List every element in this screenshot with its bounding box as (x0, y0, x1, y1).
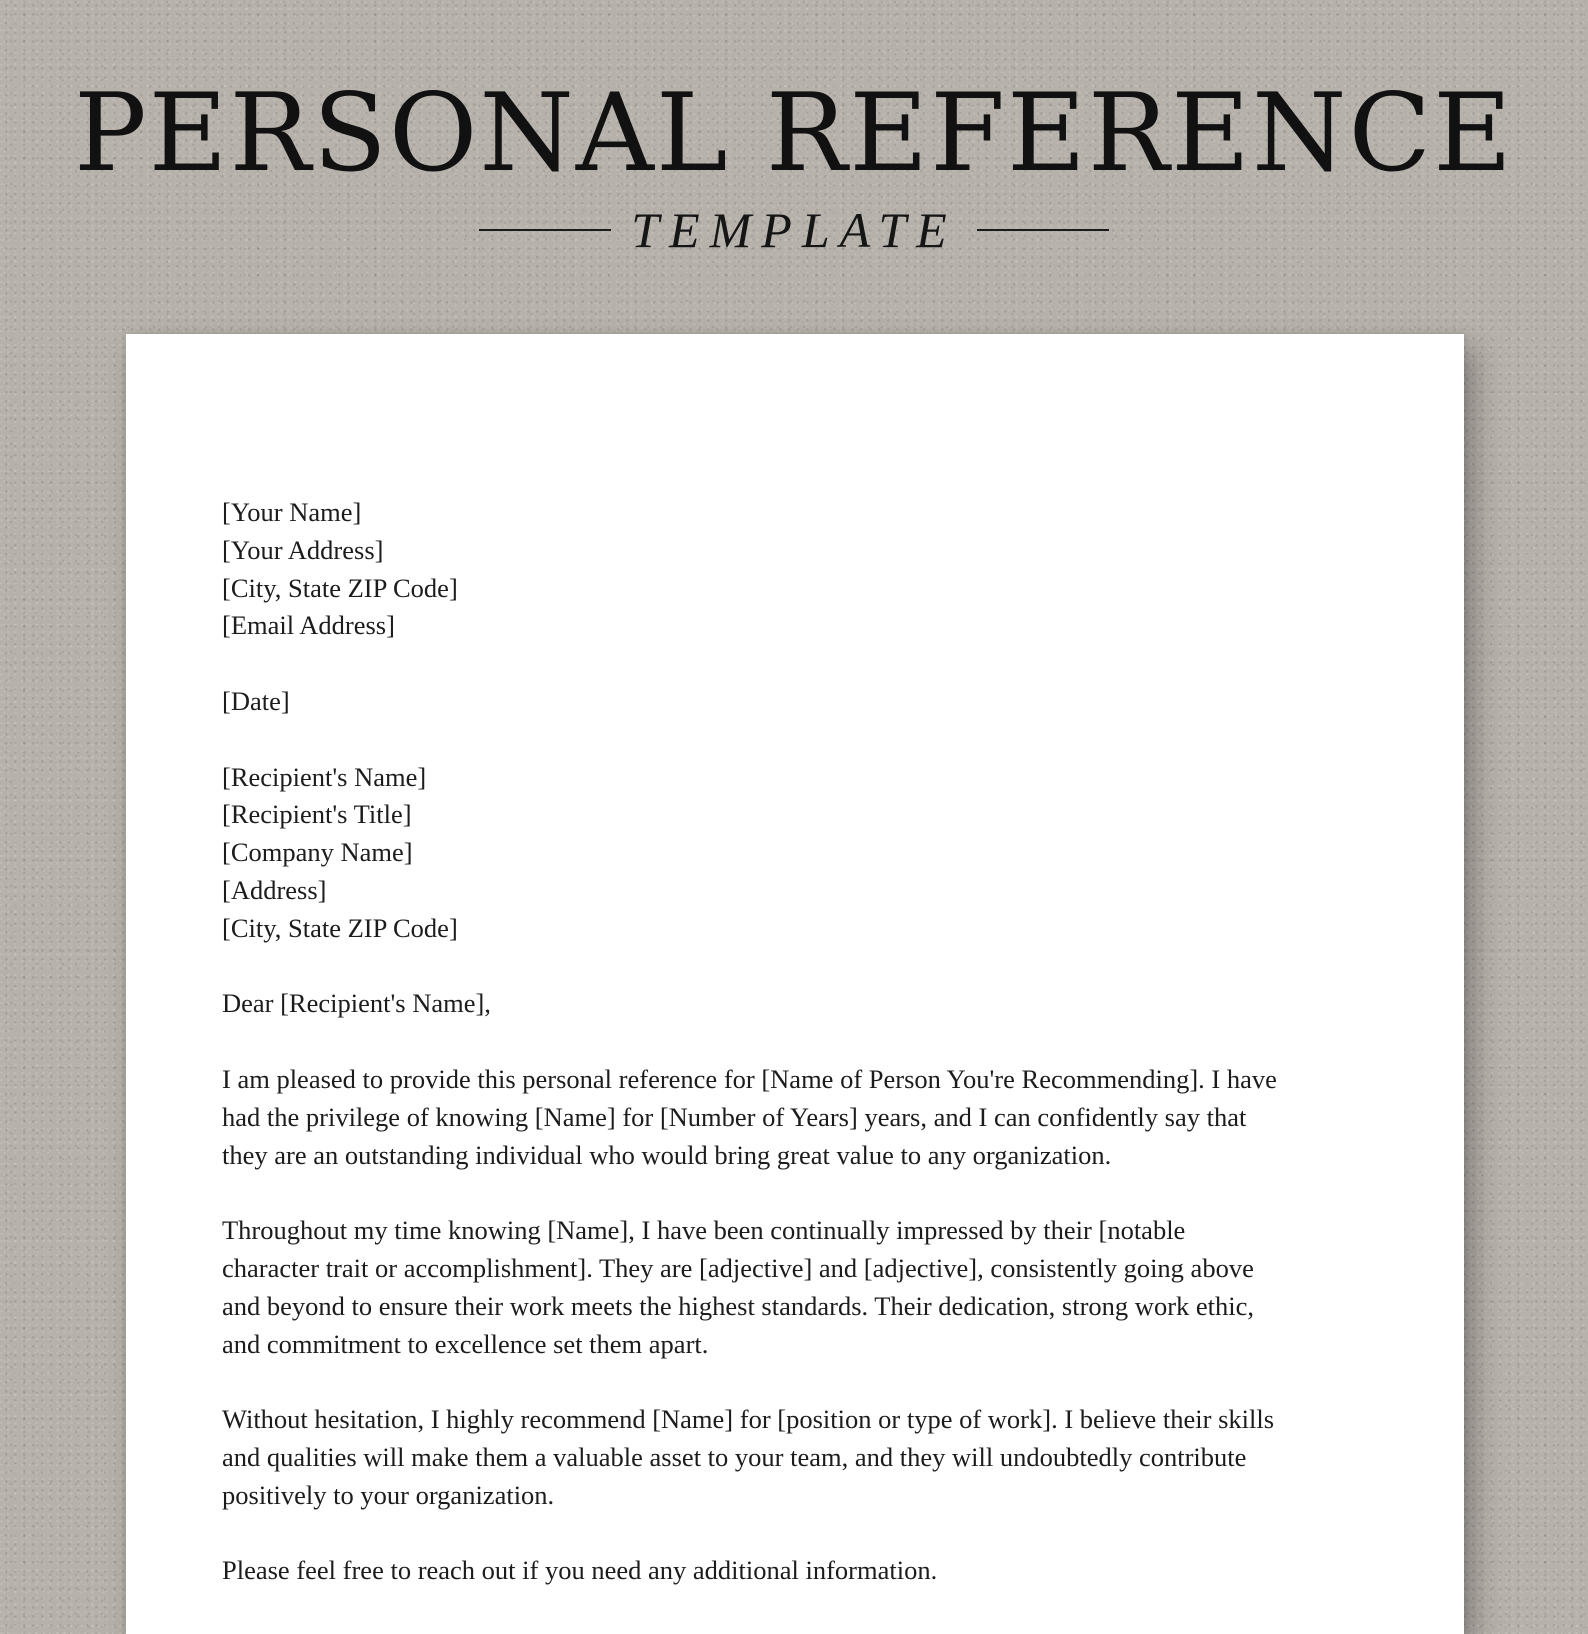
subtitle: TEMPLATE (631, 202, 957, 258)
paragraph-2-line: and commitment to excellence set them apart. (222, 1328, 709, 1359)
paragraph-3-line: positively to your organization. (222, 1479, 555, 1510)
letter-body (222, 494, 1382, 1590)
sender-name: [Your Name] (222, 497, 362, 527)
paragraph-1-line: had the privilege of knowing [Name] for [Number of Years] years, and I can confidently say that (222, 1101, 1247, 1132)
paragraph-2-line: and beyond to ensure their work meets the highest standards. Their dedication, strong work ethic, (222, 1290, 1255, 1321)
paragraph-1-line: I am pleased to provide this personal reference for [Name of Person You're Recommending]. I have (222, 1063, 1277, 1094)
spacer (222, 721, 1382, 759)
subtitle-rule-left (479, 229, 611, 231)
subtitle-row (0, 200, 1588, 260)
spacer (222, 645, 1382, 683)
sender-email: [Email Address] (222, 610, 395, 641)
recipient-city-state-zip: [City, State ZIP Code] (222, 912, 458, 943)
sender-city-state-zip: [City, State ZIP Code] (222, 572, 458, 603)
letter-page (126, 334, 1464, 1634)
paragraph-3-line: Without hesitation, I highly recommend [Name] for [position or type of work]. I believe their skills (222, 1404, 1275, 1435)
recipient-company: [Company Name] (222, 837, 413, 868)
salutation: Dear [Recipient's Name], (222, 988, 491, 1019)
spacer (222, 1515, 1382, 1553)
sender-address: [Your Address] (222, 534, 384, 565)
recipient-address: [Address] (222, 874, 327, 905)
recipient-name: [Recipient's Name] (222, 761, 427, 792)
paragraph-3-line: and qualities will make them a valuable asset to your team, and they will undoubtedly contribute (222, 1441, 1247, 1472)
page-title: PERSONAL REFERENCE (74, 71, 1514, 196)
spacer (222, 948, 1382, 986)
spacer (222, 1363, 1382, 1401)
closing-line: Please feel free to reach out if you need any additional information. (222, 1555, 938, 1586)
subtitle-rule-right (977, 229, 1109, 231)
paragraph-2-line: Throughout my time knowing [Name], I have been continually impressed by their [notable (222, 1215, 1186, 1246)
paragraph-2-line: character trait or accomplishment]. They are [adjective] and [adjective], consistently going above (222, 1252, 1254, 1283)
paragraph-1-line: they are an outstanding individual who would bring great value to any organization. (222, 1139, 1112, 1170)
spacer (222, 1174, 1382, 1212)
letter-date: [Date] (222, 685, 290, 716)
spacer (222, 1023, 1382, 1061)
recipient-title: [Recipient's Title] (222, 799, 412, 830)
